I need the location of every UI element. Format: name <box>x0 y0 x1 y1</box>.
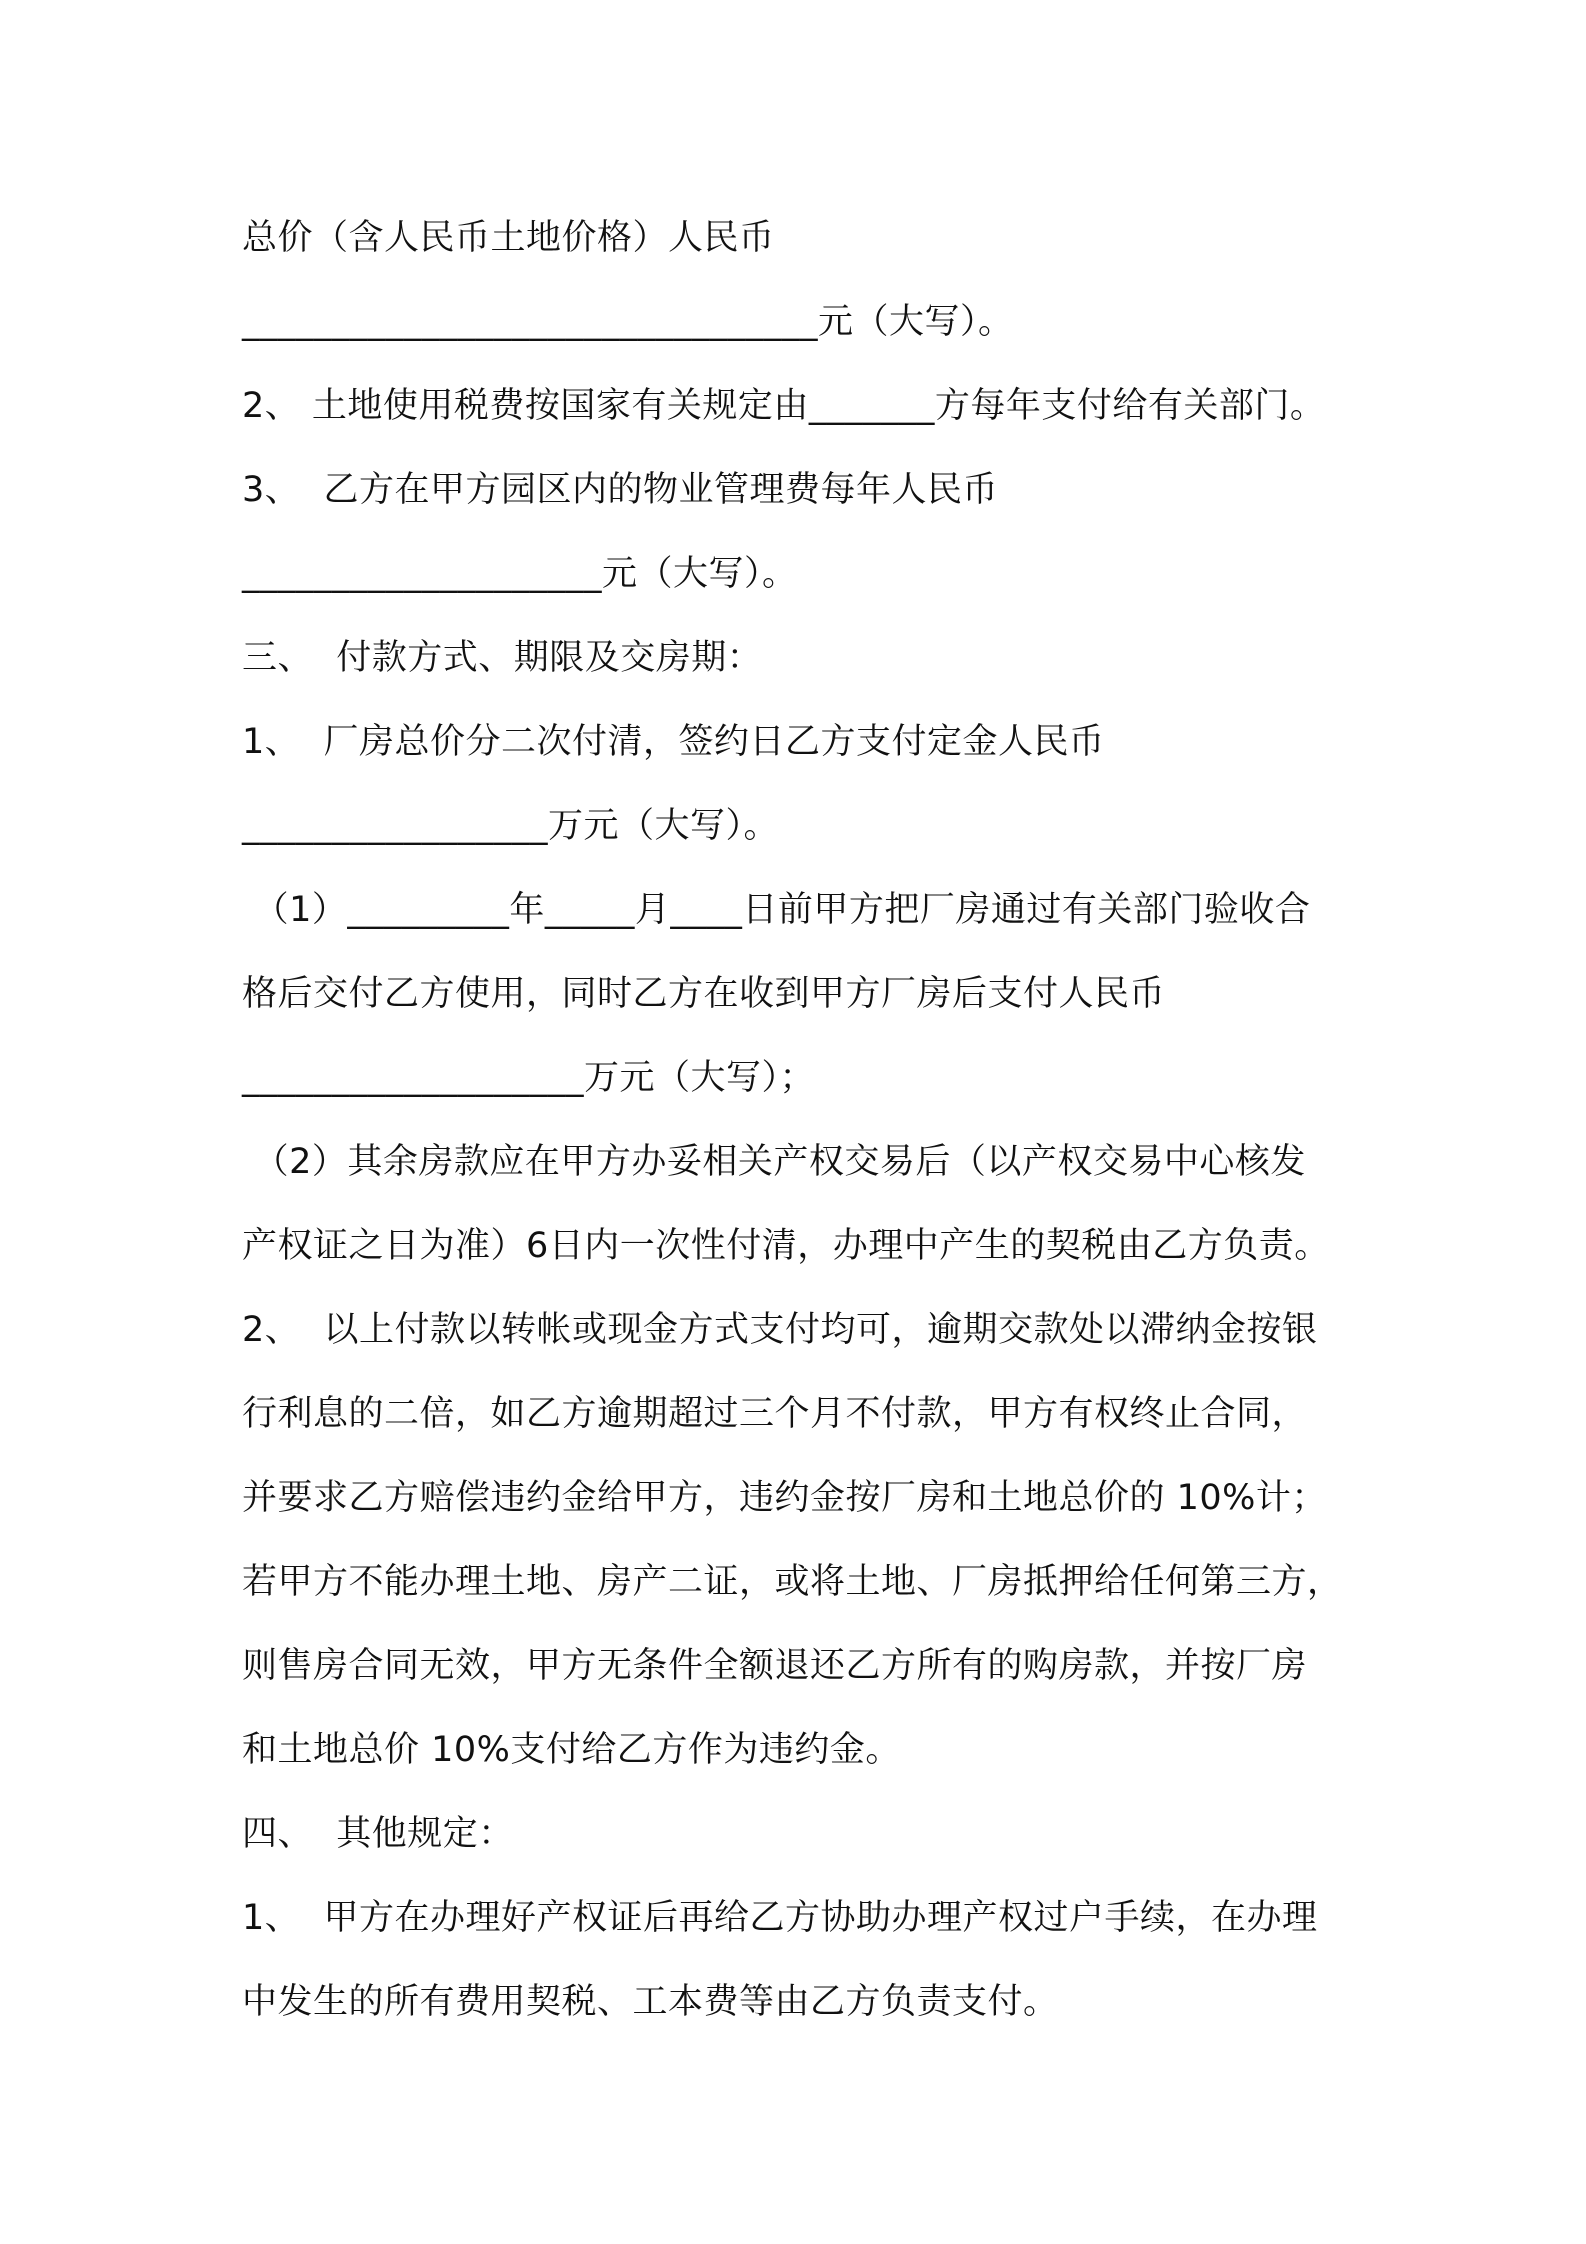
text-line: ____________________元（大写）。 <box>242 554 798 594</box>
text-line: （2）其余房款应在甲方办妥相关产权交易后（以产权交易中心核发 <box>242 1142 1306 1182</box>
text-line: 和土地总价 10%支付给乙方作为违约金。 <box>242 1730 901 1770</box>
text-line: 1、 甲方在办理好产权证后再给乙方协助办理产权过户手续，在办理 <box>242 1898 1318 1938</box>
text-line: 总价（含人民币土地价格）人民币 <box>242 218 775 258</box>
text-line: 产权证之日为准）6日内一次性付清，办理中产生的契税由乙方负责。 <box>242 1226 1330 1266</box>
text-line: 1、 厂房总价分二次付清，签约日乙方支付定金人民币 <box>242 722 1105 762</box>
text-line: 行利息的二倍，如乙方逾期超过三个月不付款，甲方有权终止合同， <box>242 1394 1308 1434</box>
text-line: 则售房合同无效，甲方无条件全额退还乙方所有的购房款，并按厂房 <box>242 1646 1308 1686</box>
text-line: ________________________________元（大写）。 <box>242 302 1014 342</box>
text-line: 并要求乙方赔偿违约金给甲方，违约金按厂房和土地总价的 10%计； <box>242 1478 1327 1518</box>
text-line: 2、 土地使用税费按国家有关规定由_______方每年支付给有关部门。 <box>242 386 1326 426</box>
section-heading: 四、 其他规定： <box>242 1814 514 1854</box>
text-line: 若甲方不能办理土地、房产二证，或将土地、厂房抵押给任何第三方， <box>242 1562 1343 1602</box>
text-line: 3、 乙方在甲方园区内的物业管理费每年人民币 <box>242 470 999 510</box>
text-line: 中发生的所有费用契税、工本费等由乙方负责支付。 <box>242 1982 1059 2022</box>
text-line: 格后交付乙方使用，同时乙方在收到甲方厂房后支付人民币 <box>242 974 1166 1014</box>
section-heading: 三、 付款方式、期限及交房期： <box>242 638 763 678</box>
text-line: ___________________万元（大写）； <box>242 1058 816 1098</box>
text-line: 2、 以上付款以转帐或现金方式支付均可，逾期交款处以滞纳金按银 <box>242 1310 1318 1350</box>
text-line: _________________万元（大写）。 <box>242 806 780 846</box>
contract-text <box>242 196 1382 2044</box>
text-line: （1）_________年_____月____日前甲方把厂房通过有关部门验收合 <box>242 890 1311 930</box>
